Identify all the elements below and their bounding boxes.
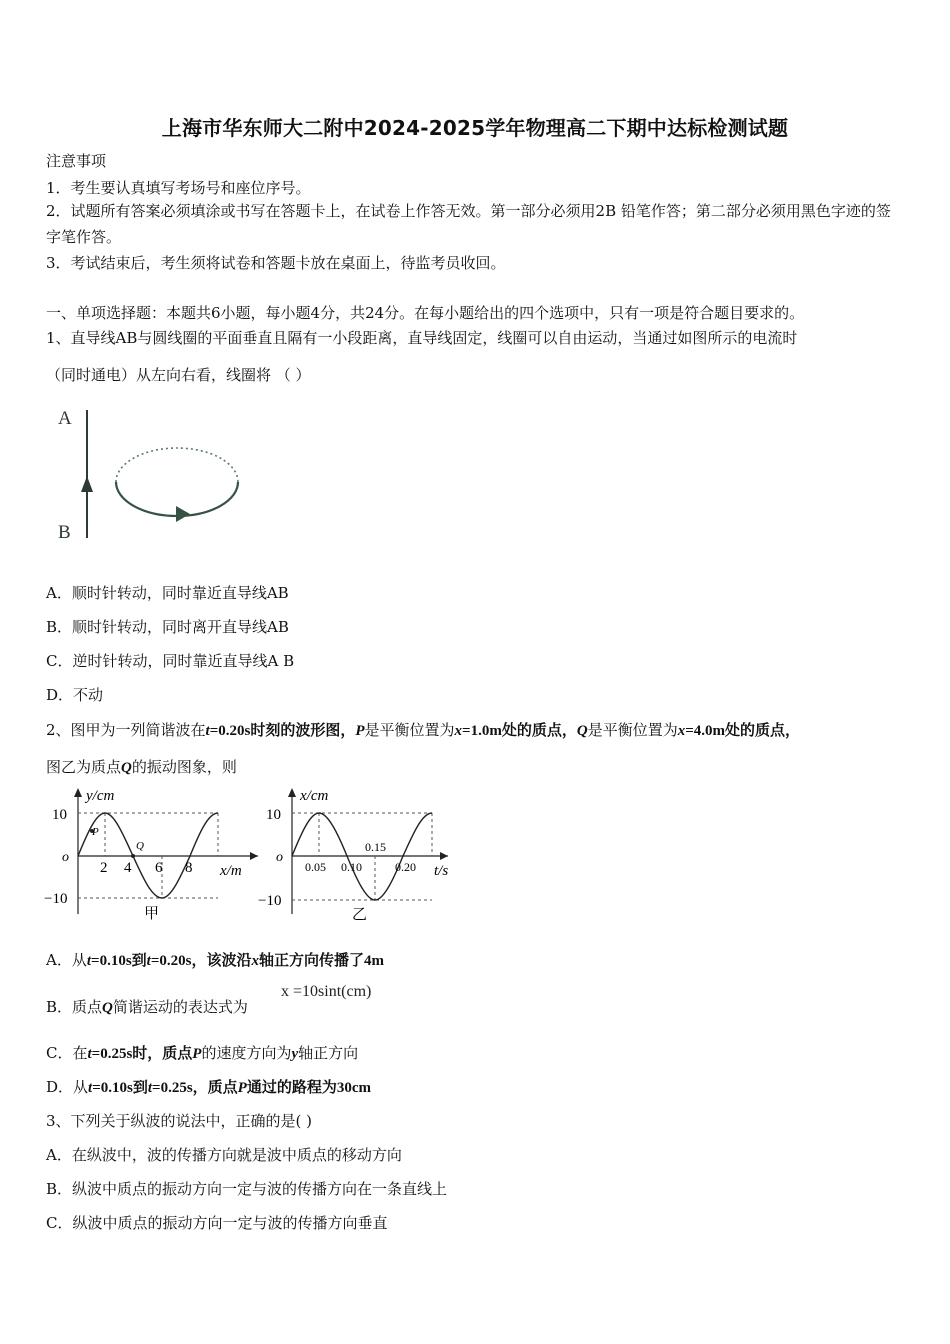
point-p-label: P [92, 826, 99, 838]
q2-graph-vibration [258, 782, 466, 922]
q1-option-d: D．不动 [46, 686, 104, 704]
label-a: A [58, 408, 72, 429]
graph2-tick-y-max: 10 [266, 807, 281, 823]
q1-figure-wire-coil [50, 398, 250, 546]
notice-item-2: 2．试题所有答案必须填涂或书写在答题卡上，在试卷上作答无效。第一部分必须用2B 铅笔作答；第二部分必须用黑色字迹的签字笔作答。 [46, 202, 891, 246]
q2-option-b: B．质点Q简谐运动的表达式为 [46, 998, 248, 1016]
q1-stem-line2: （同时通电）从左向右看，线圈将 （ ） [46, 366, 311, 384]
graph2-tick-x-020: 0.20 [395, 860, 416, 874]
graph2-tick-y-min: −10 [258, 893, 282, 909]
point-q-label: Q [136, 840, 144, 852]
graph1-tick-x-6: 6 [155, 860, 163, 876]
q2-option-c: C．在t=0.25s时，质点P的速度方向为y轴正方向 [46, 1044, 359, 1062]
q1-option-c: C．逆时针转动，同时靠近直导线A B [46, 652, 295, 670]
q2-graph-wave [40, 782, 262, 922]
graph1-origin: o [62, 850, 69, 865]
graph2-tick-x-010: 0.10 [341, 860, 362, 874]
graph1-tick-x-8: 8 [185, 860, 193, 876]
q1-stem-line1: 1、直导线AB与圆线圈的平面垂直且隔有一小段距离，直导线固定，线圈可以自由运动，当通过如图所示的电流时 [46, 329, 798, 347]
page-title: 上海市华东师大二附中2024-2025学年物理高二下期中达标检测试题 [161, 116, 789, 140]
coil-arrow-icon [176, 506, 190, 522]
graph2-xlabel: t/s [434, 863, 449, 879]
notice-item-1: 1．考生要认真填写考场号和座位序号。 [46, 179, 311, 197]
graph1-ylabel: y/cm [86, 788, 115, 804]
graph1-tick-x-4: 4 [124, 860, 132, 876]
graph2-tick-x-015: 0.15 [365, 840, 386, 854]
q1-option-b: B．顺时针转动，同时离开直导线AB [46, 618, 289, 636]
notice-heading: 注意事项 [46, 152, 107, 170]
q2-option-a: A．从t=0.10s到t=0.20s，该波沿x轴正方向传播了4m [46, 951, 384, 969]
notice-item-3: 3．考试结束后，考生须将试卷和答题卡放在桌面上，待监考员收回。 [46, 254, 506, 272]
q3-stem: 3、下列关于纵波的说法中，正确的是( ) [46, 1112, 313, 1130]
graph2-caption: 乙 [352, 907, 368, 922]
section-heading: 一、单项选择题：本题共6小题，每小题4分，共24分。在每小题给出的四个选项中，只有一项是符合题目要求的。 [46, 304, 805, 322]
q1-option-a: A．顺时针转动，同时靠近直导线AB [46, 584, 289, 602]
q2-stem-line2: 图乙为质点Q的振动图象，则 [46, 758, 237, 776]
graph2-origin: o [276, 850, 283, 865]
graph1-tick-y-min: −10 [44, 891, 68, 907]
q2-option-d: D．从t=0.10s到t=0.25s，质点P通过的路程为30cm [46, 1078, 371, 1096]
graph2-tick-x-005: 0.05 [305, 860, 326, 874]
q3-option-b: B．纵波中质点的振动方向一定与波的传播方向在一条直线上 [46, 1180, 448, 1198]
q2-formula: x =10sint(cm) [281, 983, 372, 1000]
q2-stem-line1: 2、图甲为一列简谐波在t=0.20s时刻的波形图，P是平衡位置为x=1.0m处的质点，Q是平衡位置为x=4.0m处的质点， [46, 721, 800, 739]
current-arrow-icon [81, 476, 93, 492]
graph1-xlabel: x/m [220, 863, 242, 879]
graph1-caption: 甲 [144, 906, 160, 922]
label-b: B [58, 522, 71, 543]
graph2-ylabel: x/cm [300, 788, 329, 804]
q3-option-a: A．在纵波中，波的传播方向就是波中质点的移动方向 [46, 1146, 402, 1164]
graph1-tick-y-max: 10 [52, 807, 67, 823]
graph1-tick-x-2: 2 [100, 860, 108, 876]
q3-option-c: C．纵波中质点的振动方向一定与波的传播方向垂直 [46, 1214, 388, 1232]
coil-back-half [116, 448, 238, 482]
